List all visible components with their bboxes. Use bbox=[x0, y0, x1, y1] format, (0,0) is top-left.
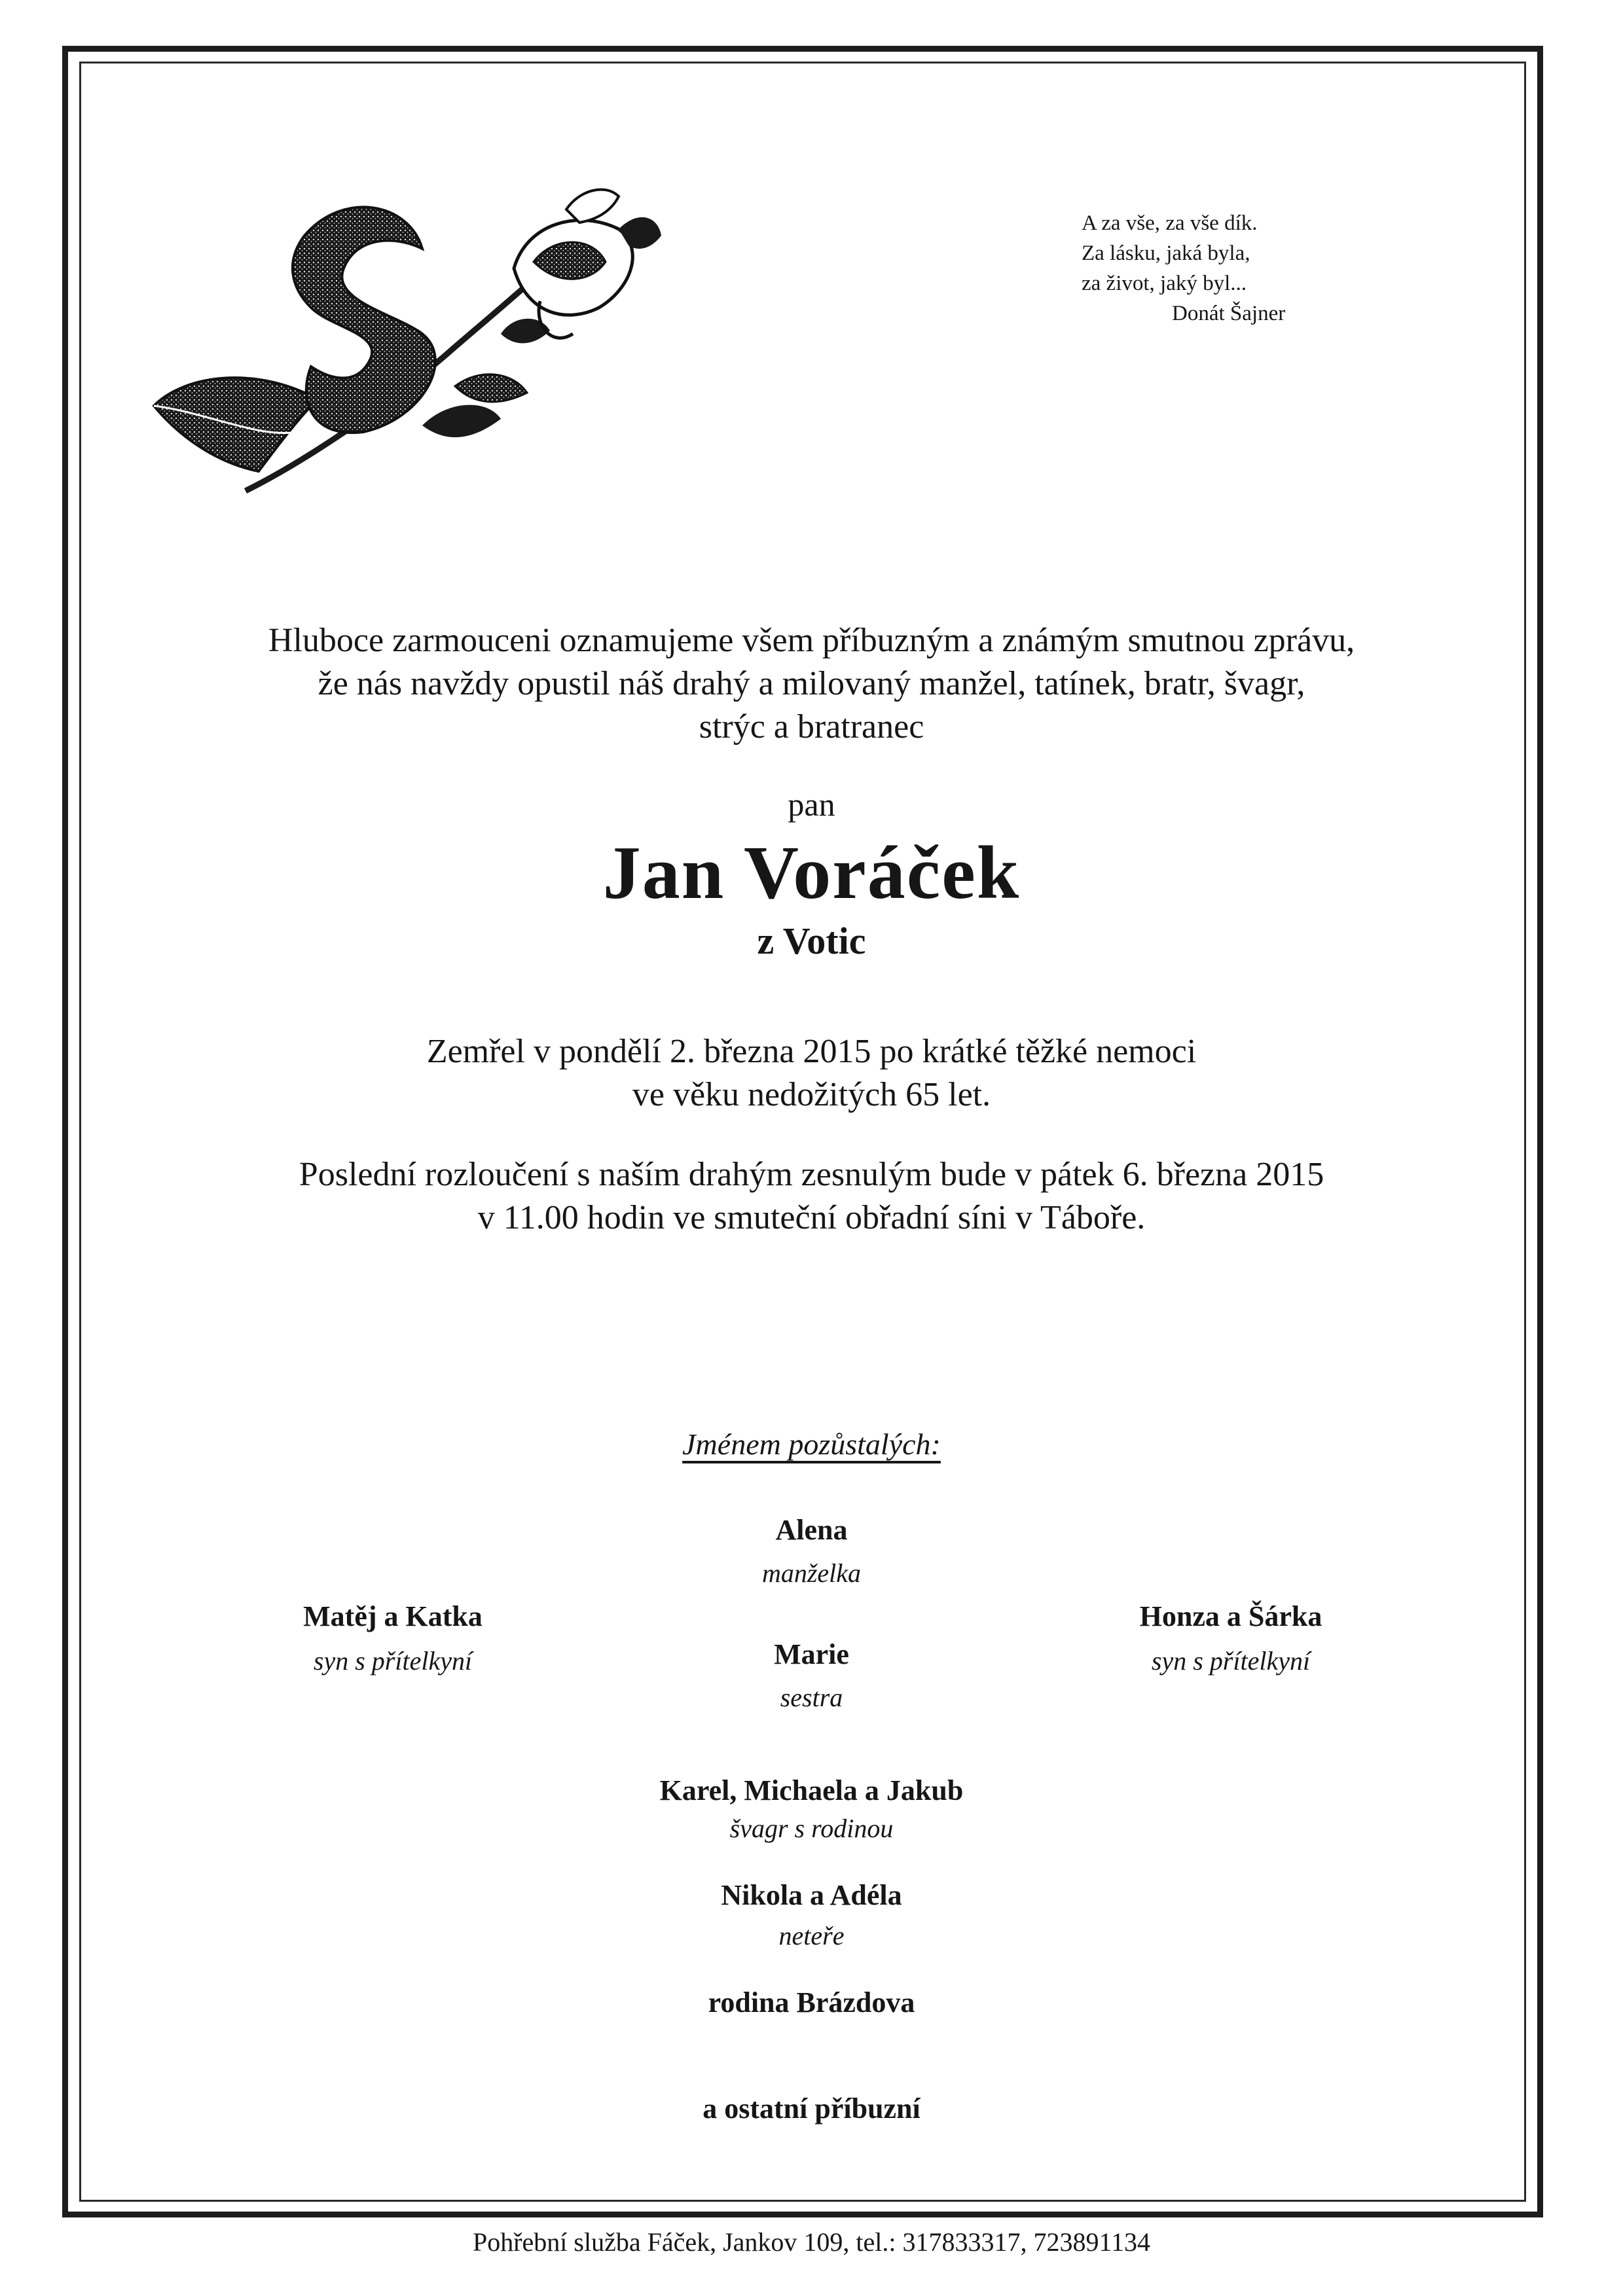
epigraph-line: za život, jaký byl... bbox=[1082, 272, 1247, 295]
mourner-relation: manželka bbox=[761, 1558, 862, 1588]
farewell-line: v 11.00 hodin ve smuteční obřadní síni v Táboře. bbox=[477, 1199, 1146, 1236]
announcement-line: strýc a bratranec bbox=[699, 708, 924, 745]
announcement-line: že nás navždy opustil náš drahý a milovaný manžel, tatínek, bratr, švagr, bbox=[318, 665, 1305, 702]
honorific: pan bbox=[788, 786, 835, 823]
mourner-right-relation: syn s přítelkyní bbox=[1151, 1646, 1311, 1676]
mourner-relation: neteře bbox=[778, 1921, 845, 1950]
mourner-relation: sestra bbox=[780, 1683, 843, 1712]
mourner-left-name: Matěj a Katka bbox=[303, 1600, 483, 1632]
footer-contact: Pohřební služba Fáček, Jankov 109, tel.: 317833317, 723891134 bbox=[472, 2227, 1151, 2257]
epigraph-line: Za lásku, jaká byla, bbox=[1082, 242, 1250, 265]
epigraph bbox=[1082, 208, 1285, 329]
mourners-heading: Jménem pozůstalých: bbox=[682, 1427, 941, 1461]
mourner-name: Marie bbox=[774, 1638, 849, 1670]
epigraph-line: A za vše, za vše dík. bbox=[1082, 211, 1258, 235]
epigraph-author: Donát Šajner bbox=[1172, 302, 1286, 325]
announcement-line: Hluboce zarmouceni oznamujeme všem příbuzným a známým smutnou zprávu, bbox=[268, 622, 1355, 659]
mourner-left-relation: syn s přítelkyní bbox=[313, 1646, 473, 1676]
deceased-name: Jan Voráček bbox=[602, 831, 1021, 915]
farewell-line: Poslední rozloučení s naším drahým zesnulým bude v pátek 6. března 2015 bbox=[299, 1156, 1324, 1193]
mourner-right-name: Honza a Šárka bbox=[1139, 1600, 1322, 1632]
mourner-name: Nikola a Adéla bbox=[721, 1879, 902, 1911]
rose-illustration bbox=[147, 183, 665, 497]
mourner-name: rodina Brázdova bbox=[708, 1986, 915, 2018]
mourner-relation: švagr s rodinou bbox=[729, 1814, 894, 1843]
mourner-name: a ostatní příbuzní bbox=[702, 2092, 921, 2125]
deceased-origin: z Votic bbox=[757, 920, 866, 962]
death-line: Zemřel v pondělí 2. března 2015 po krátké těžké nemoci bbox=[426, 1033, 1197, 1070]
mourner-name: Karel, Michaela a Jakub bbox=[659, 1774, 964, 1806]
mourner-name: Alena bbox=[775, 1514, 848, 1546]
death-line: ve věku nedožitých 65 let. bbox=[632, 1076, 991, 1113]
